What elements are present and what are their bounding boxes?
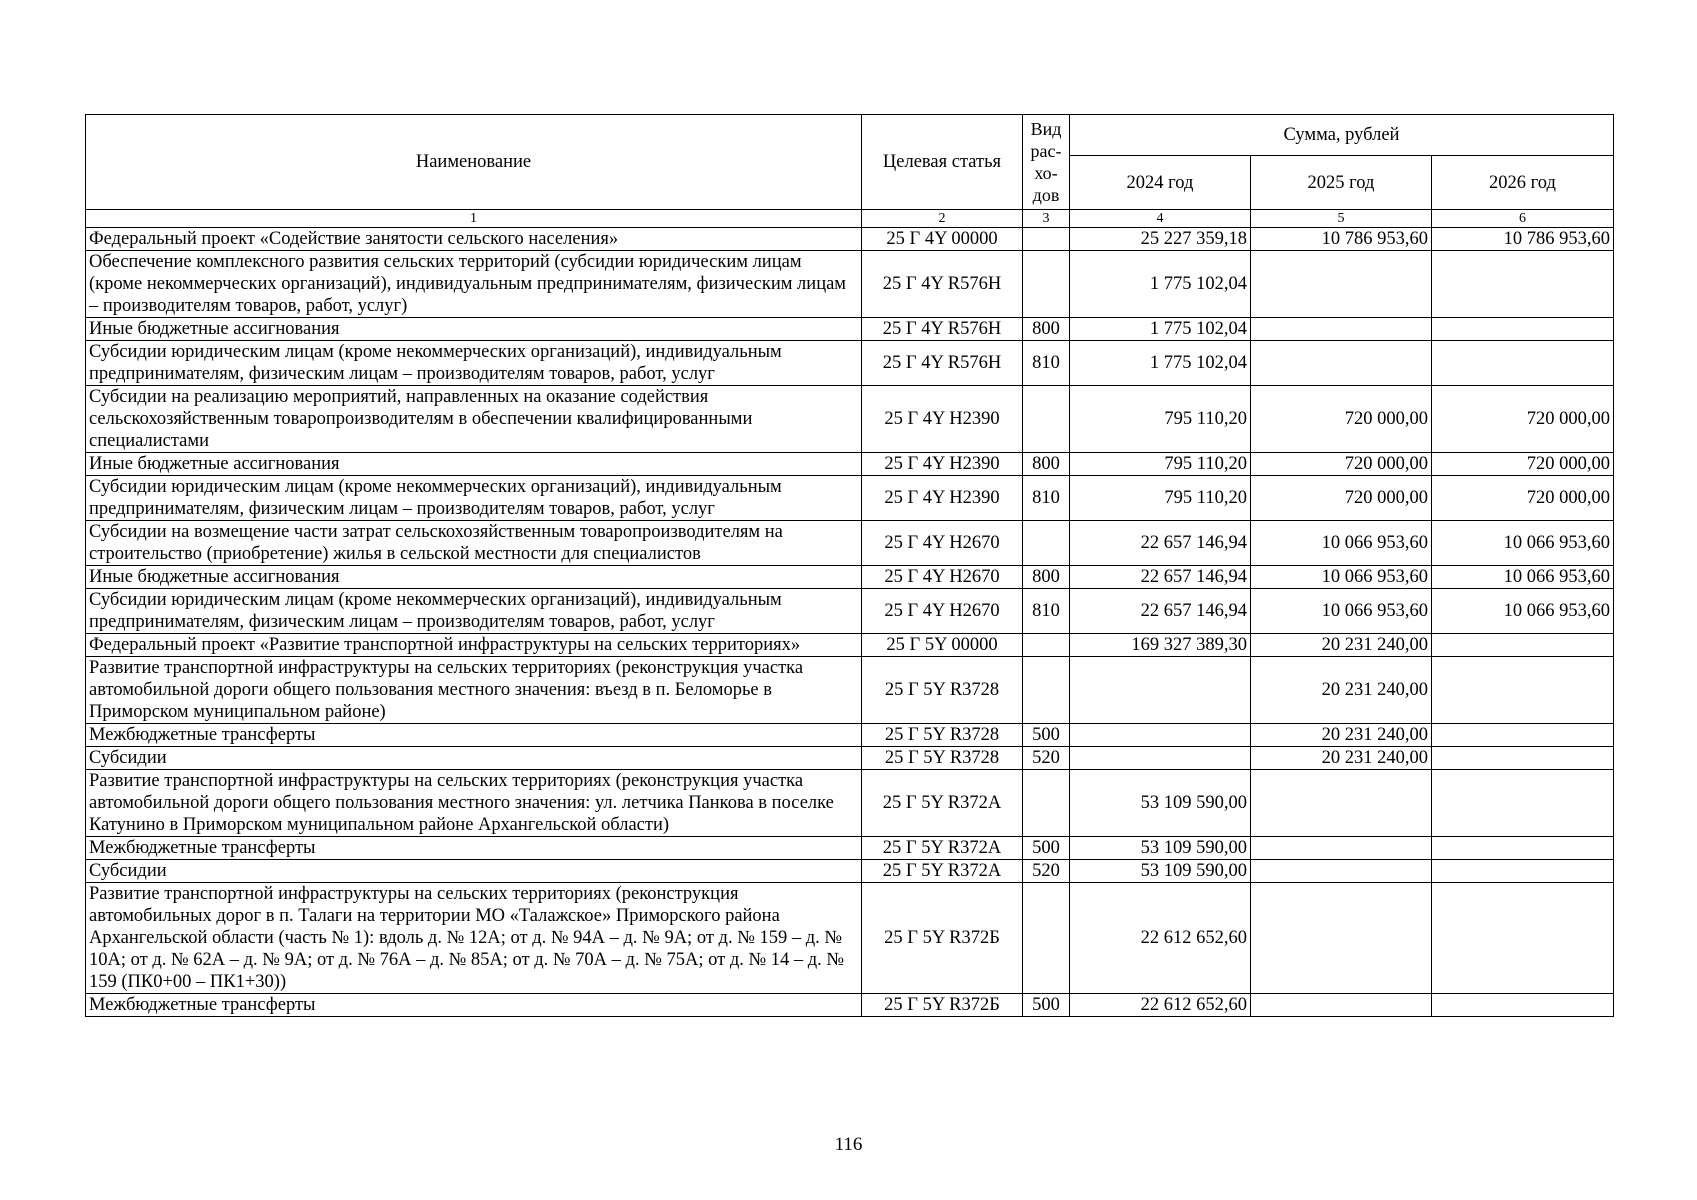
row-expense-type: 810 (1023, 589, 1070, 634)
row-name: Развитие транспортной инфраструктуры на сельских территориях (реконструкция автомобильных дорог в п. Талаги на территории МО «Талажское» Приморского района Архангельской области (часть № 1): вдоль д. № 12А; от д. № 94А – д. № 9А; от д. № 159 – д. № 10А; от д. № 62А – д. № 9А; от д. № 76А – д. № 85А; от д. № 70А – д. № 75А; от д. № 14 – д. № 159 (ПК0+00 – ПК1+30)) (86, 883, 862, 994)
row-amount-2026: 720 000,00 (1432, 476, 1614, 521)
row-amount-2026: 10 786 953,60 (1432, 228, 1614, 251)
row-amount-2024: 795 110,20 (1070, 386, 1251, 453)
table-row (86, 476, 1614, 521)
row-amount-2024: 795 110,20 (1070, 453, 1251, 476)
table-row (86, 566, 1614, 589)
row-amount-2025 (1251, 994, 1432, 1017)
page-number: 116 (834, 1134, 863, 1155)
header-expense-type: Вид рас-хо-дов (1023, 115, 1070, 210)
row-amount-2026: 10 066 953,60 (1432, 521, 1614, 566)
row-target-article: 25 Г 4Y R576Н (862, 318, 1023, 341)
row-amount-2026: 720 000,00 (1432, 386, 1614, 453)
table-row (86, 521, 1614, 566)
row-name: Федеральный проект «Содействие занятости сельского населения» (86, 228, 862, 251)
table-row (86, 837, 1614, 860)
row-target-article: 25 Г 5Y R3728 (862, 747, 1023, 770)
row-amount-2026 (1432, 994, 1614, 1017)
header-year-2025: 2025 год (1251, 156, 1432, 210)
row-target-article: 25 Г 4Y 00000 (862, 228, 1023, 251)
row-name: Межбюджетные трансферты (86, 724, 862, 747)
row-target-article: 25 Г 5Y R372Б (862, 883, 1023, 994)
column-number: 4 (1070, 210, 1251, 228)
row-amount-2026: 10 066 953,60 (1432, 566, 1614, 589)
row-expense-type: 500 (1023, 994, 1070, 1017)
row-amount-2024: 25 227 359,18 (1070, 228, 1251, 251)
row-amount-2026 (1432, 251, 1614, 318)
row-name: Субсидии (86, 860, 862, 883)
row-amount-2024: 22 657 146,94 (1070, 589, 1251, 634)
row-amount-2025 (1251, 341, 1432, 386)
row-expense-type (1023, 634, 1070, 657)
row-expense-type: 500 (1023, 724, 1070, 747)
row-name: Субсидии юридическим лицам (кроме некоммерческих организаций), индивидуальным предпринимателям, физическим лицам – производителям товаров, работ, услуг (86, 476, 862, 521)
table-row (86, 634, 1614, 657)
row-expense-type (1023, 228, 1070, 251)
row-target-article: 25 Г 5Y R3728 (862, 724, 1023, 747)
row-amount-2026: 10 066 953,60 (1432, 589, 1614, 634)
row-expense-type (1023, 657, 1070, 724)
row-amount-2024: 22 612 652,60 (1070, 883, 1251, 994)
row-amount-2024 (1070, 747, 1251, 770)
table-row (86, 251, 1614, 318)
row-amount-2026 (1432, 837, 1614, 860)
row-name: Межбюджетные трансферты (86, 994, 862, 1017)
row-amount-2025: 720 000,00 (1251, 476, 1432, 521)
row-expense-type: 810 (1023, 476, 1070, 521)
header-year-2024: 2024 год (1070, 156, 1251, 210)
row-target-article: 25 Г 4Y Н2670 (862, 589, 1023, 634)
budget-table (85, 114, 1614, 1017)
table-row (86, 770, 1614, 837)
row-amount-2024: 53 109 590,00 (1070, 837, 1251, 860)
row-name: Межбюджетные трансферты (86, 837, 862, 860)
row-amount-2025: 720 000,00 (1251, 453, 1432, 476)
row-name: Субсидии юридическим лицам (кроме некоммерческих организаций), индивидуальным предпринимателям, физическим лицам – производителям товаров, работ, услуг (86, 589, 862, 634)
row-amount-2025: 20 231 240,00 (1251, 747, 1432, 770)
row-amount-2026 (1432, 770, 1614, 837)
row-amount-2025 (1251, 770, 1432, 837)
row-amount-2024: 1 775 102,04 (1070, 251, 1251, 318)
row-amount-2026 (1432, 657, 1614, 724)
row-target-article: 25 Г 5Y R372А (862, 770, 1023, 837)
row-target-article: 25 Г 4Y Н2670 (862, 521, 1023, 566)
table-body (86, 228, 1614, 1017)
row-expense-type: 800 (1023, 566, 1070, 589)
row-amount-2025 (1251, 251, 1432, 318)
row-expense-type: 800 (1023, 453, 1070, 476)
table-row (86, 318, 1614, 341)
table-row (86, 228, 1614, 251)
row-amount-2024 (1070, 724, 1251, 747)
row-amount-2024 (1070, 657, 1251, 724)
row-name: Иные бюджетные ассигнования (86, 318, 862, 341)
row-target-article: 25 Г 5Y 00000 (862, 634, 1023, 657)
row-expense-type (1023, 883, 1070, 994)
row-target-article: 25 Г 4Y Н2670 (862, 566, 1023, 589)
row-amount-2026: 720 000,00 (1432, 453, 1614, 476)
row-name: Субсидии на возмещение части затрат сельскохозяйственным товаропроизводителям на строительство (приобретение) жилья в сельской местности для специалистов (86, 521, 862, 566)
row-amount-2024: 169 327 389,30 (1070, 634, 1251, 657)
row-name: Федеральный проект «Развитие транспортной инфраструктуры на сельских территориях» (86, 634, 862, 657)
row-expense-type: 520 (1023, 860, 1070, 883)
header-name: Наименование (86, 115, 862, 210)
row-expense-type (1023, 521, 1070, 566)
table-row (86, 747, 1614, 770)
table-row (86, 883, 1614, 994)
row-amount-2024: 53 109 590,00 (1070, 770, 1251, 837)
row-amount-2025: 10 066 953,60 (1251, 589, 1432, 634)
column-number: 1 (86, 210, 862, 228)
row-amount-2025: 20 231 240,00 (1251, 657, 1432, 724)
row-amount-2024: 1 775 102,04 (1070, 318, 1251, 341)
row-expense-type: 810 (1023, 341, 1070, 386)
row-name: Обеспечение комплексного развития сельских территорий (субсидии юридическим лицам (кроме некоммерческих организаций), индивидуальным предпринимателям, физическим лицам – производителям товаров, работ, услуг) (86, 251, 862, 318)
row-amount-2024: 22 657 146,94 (1070, 566, 1251, 589)
table-row (86, 341, 1614, 386)
column-number-row (86, 210, 1614, 228)
row-expense-type: 800 (1023, 318, 1070, 341)
row-name: Субсидии (86, 747, 862, 770)
row-target-article: 25 Г 4Y R576Н (862, 251, 1023, 318)
row-amount-2025: 720 000,00 (1251, 386, 1432, 453)
row-name: Иные бюджетные ассигнования (86, 453, 862, 476)
row-name: Развитие транспортной инфраструктуры на сельских территориях (реконструкция участка автомобильной дороги общего пользования местного значения: въезд в п. Беломорье в Приморском муниципальном районе) (86, 657, 862, 724)
row-name: Субсидии на реализацию мероприятий, направленных на оказание содействия сельскохозяйственным товаропроизводителям в обеспечении квалифицированными специалистами (86, 386, 862, 453)
header-sum: Сумма, рублей (1070, 115, 1614, 156)
row-amount-2025 (1251, 318, 1432, 341)
row-amount-2024: 53 109 590,00 (1070, 860, 1251, 883)
row-amount-2024: 22 612 652,60 (1070, 994, 1251, 1017)
column-number: 3 (1023, 210, 1070, 228)
row-name: Развитие транспортной инфраструктуры на сельских территориях (реконструкция участка автомобильной дороги общего пользования местного значения: ул. летчика Панкова в поселке Катунино в Приморском муниципальном районе Архангельской области) (86, 770, 862, 837)
table-row (86, 860, 1614, 883)
row-amount-2026 (1432, 883, 1614, 994)
row-amount-2024: 795 110,20 (1070, 476, 1251, 521)
row-amount-2024: 1 775 102,04 (1070, 341, 1251, 386)
row-target-article: 25 Г 4Y Н2390 (862, 386, 1023, 453)
column-number: 5 (1251, 210, 1432, 228)
row-amount-2025: 10 066 953,60 (1251, 566, 1432, 589)
row-target-article: 25 Г 4Y Н2390 (862, 476, 1023, 521)
header-year-2026: 2026 год (1432, 156, 1614, 210)
row-expense-type: 500 (1023, 837, 1070, 860)
row-amount-2026 (1432, 341, 1614, 386)
table-row (86, 386, 1614, 453)
row-target-article: 25 Г 5Y R372А (862, 860, 1023, 883)
row-target-article: 25 Г 5Y R3728 (862, 657, 1023, 724)
row-name: Субсидии юридическим лицам (кроме некоммерческих организаций), индивидуальным предпринимателям, физическим лицам – производителям товаров, работ, услуг (86, 341, 862, 386)
row-expense-type (1023, 386, 1070, 453)
row-target-article: 25 Г 4Y Н2390 (862, 453, 1023, 476)
row-amount-2026 (1432, 747, 1614, 770)
row-amount-2026 (1432, 860, 1614, 883)
row-amount-2025: 20 231 240,00 (1251, 634, 1432, 657)
column-number: 2 (862, 210, 1023, 228)
row-amount-2026 (1432, 724, 1614, 747)
row-amount-2025: 10 066 953,60 (1251, 521, 1432, 566)
row-amount-2026 (1432, 318, 1614, 341)
row-expense-type (1023, 770, 1070, 837)
row-expense-type: 520 (1023, 747, 1070, 770)
row-amount-2025: 10 786 953,60 (1251, 228, 1432, 251)
row-amount-2026 (1432, 634, 1614, 657)
header-target-article: Целевая статья (862, 115, 1023, 210)
row-target-article: 25 Г 4Y R576Н (862, 341, 1023, 386)
column-number: 6 (1432, 210, 1614, 228)
row-amount-2025 (1251, 883, 1432, 994)
row-amount-2024: 22 657 146,94 (1070, 521, 1251, 566)
row-target-article: 25 Г 5Y R372А (862, 837, 1023, 860)
row-amount-2025 (1251, 837, 1432, 860)
table-row (86, 453, 1614, 476)
row-target-article: 25 Г 5Y R372Б (862, 994, 1023, 1017)
row-name: Иные бюджетные ассигнования (86, 566, 862, 589)
row-amount-2025: 20 231 240,00 (1251, 724, 1432, 747)
row-amount-2025 (1251, 860, 1432, 883)
row-expense-type (1023, 251, 1070, 318)
table-row (86, 589, 1614, 634)
table-row (86, 657, 1614, 724)
table-row (86, 724, 1614, 747)
table-row (86, 994, 1614, 1017)
